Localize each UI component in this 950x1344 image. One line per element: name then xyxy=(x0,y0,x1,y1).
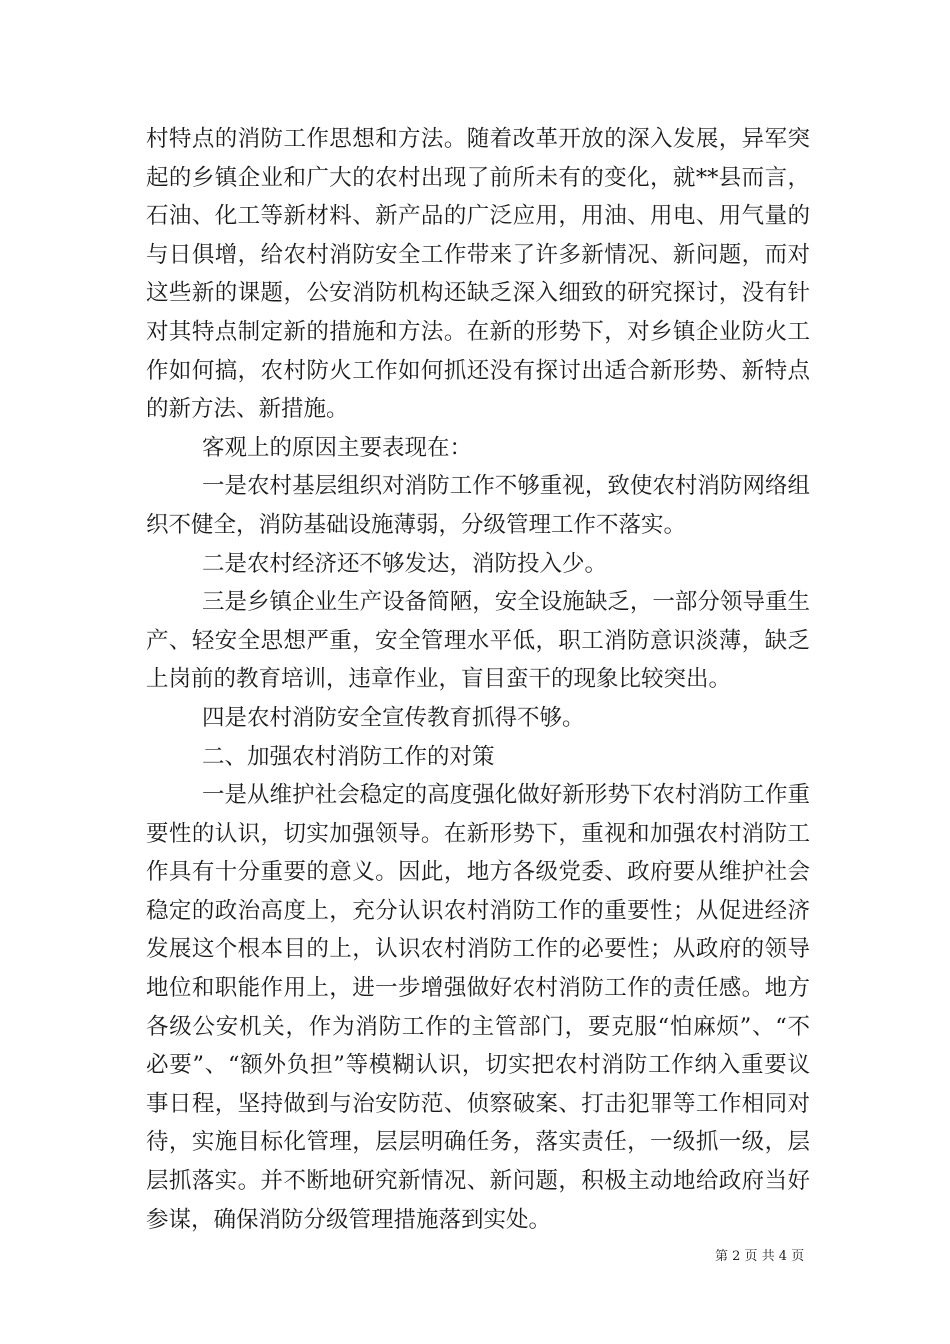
paragraph-cause-4: 四是农村消防安全宣传教育抓得不够。 xyxy=(202,704,585,731)
paragraph-objective-causes-intro: 客观上的原因主要表现在： xyxy=(202,434,473,461)
paragraph-cause-1: 一是农村基层组织对消防工作不够重视，致使农村消防网络组织不健全，消防基础设施薄弱，分级管理工作不落实。 xyxy=(146,473,810,538)
paragraph-continuation: 村特点的消防工作思想和方法。随着改革开放的深入发展，异军突起的乡镇企业和广大的农村出现了前所未有的变化，就**县而言，石油、化工等新材料、新产品的广泛应用，用油、用电、用气量的与日俱增，给农村消防安全工作带来了许多新情况、新问题，而对这些新的课题，公安消防机构还缺乏深入细致的研究探讨，没有针对其特点制定新的措施和方法。在新的形势下，对乡镇企业防火工作如何搞，农村防火工作如何抓还没有探讨出适合新形势、新特点的新方法、新措施。 xyxy=(146,126,810,423)
paragraph-cause-3: 三是乡镇企业生产设备简陋，安全设施缺乏，一部分领导重生产、轻安全思想严重，安全管理水平低，职工消防意识淡薄，缺乏上岗前的教育培训，违章作业，盲目蛮干的现象比较突出。 xyxy=(146,589,810,693)
paragraph-cause-2: 二是农村经济还不够发达，消防投入少。 xyxy=(202,550,608,577)
section-heading-countermeasures: 二、加强农村消防工作的对策 xyxy=(202,743,495,770)
body-text xyxy=(146,120,810,1239)
page-number-footer: 第 2 页 共 4 页 xyxy=(715,1249,805,1264)
paragraph-countermeasure-1: 一是从维护社会稳定的高度强化做好新形势下农村消防工作重要性的认识，切实加强领导。在新形势下，重视和加强农村消防工作具有十分重要的意义。因此，地方各级党委、政府要从维护社会稳定的政治高度上，充分认识农村消防工作的重要性；从促进经济发展这个根本目的上，认识农村消防工作的必要性；从政府的领导地位和职能作用上，进一步增强做好农村消防工作的责任感。地方各级公安机关，作为消防工作的主管部门，要克服“怕麻烦”、“不必要”、“额外负担”等模糊认识，切实把农村消防工作纳入重要议事日程，坚持做到与治安防范、侦察破案、打击犯罪等工作相同对待，实施目标化管理，层层明确任务，落实责任，一级抓一级，层层抓落实。并不断地研究新情况、新问题，积极主动地给政府当好参谋，确保消防分级管理措施落到实处。 xyxy=(146,782,810,1233)
